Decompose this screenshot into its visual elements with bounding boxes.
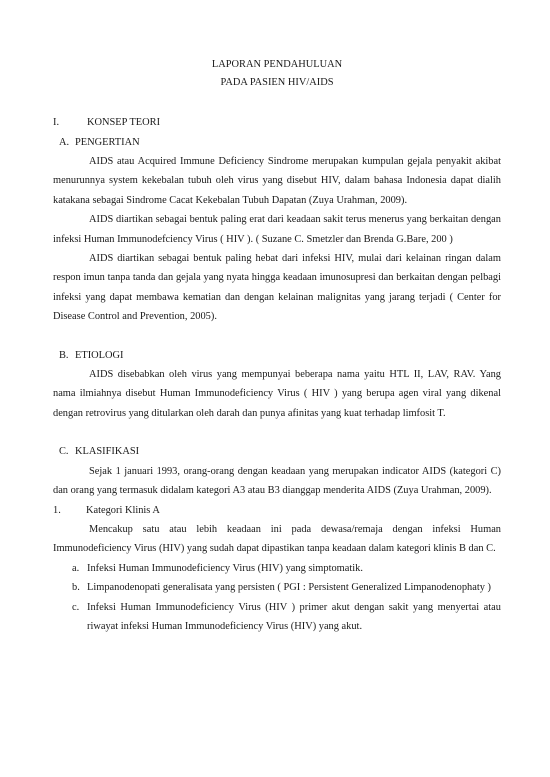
kategori-a-paragraph: Mencakup satu atau lebih keadaan ini pada dewasa/remaja dengan infeksi Human Immunodeficiency Virus (HIV) yang sudah dapat dipastikan tanpa keadaan dalam kategori klinis B dan C.: [53, 523, 501, 555]
section-title: KONSEP TEORI: [87, 117, 161, 129]
document-title-line1: LAPORAN PENDAHULUAN: [211, 59, 343, 70]
list-item-letter: c.: [72, 601, 80, 613]
pengertian-paragraph-1: AIDS atau Acquired Immune Deficiency Sindrome merupakan kumpulan gejala penyakit akibat menurunnya system kekebalan tubuh oleh virus yang disebut HIV, dalam bahasa Indonesia dapat dialih katakana sebagai Sindrome Cacat Kekebalan Tubuh Dapatan (Zuya Urahman, 2009).: [53, 156, 501, 206]
subsection-letter: B.: [59, 349, 69, 361]
subsection-title: KLASIFIKASI: [75, 446, 140, 458]
section-heading-konsep-teori: [53, 113, 501, 132]
subsection-heading-pengertian: [53, 133, 501, 152]
subsection-heading-etiologi: [53, 346, 501, 365]
list-item-text: Infeksi Human Immunodeficiency Virus (HIV ) primer akut dengan sakit yang menyertai atau riwayat infeksi Human Immunodeficiency Virus (HIV) yang akut.: [87, 601, 501, 632]
numbered-item-kategori-a: [53, 501, 501, 520]
list-item-letter: a.: [72, 562, 80, 574]
item-label: Kategori Klinis A: [86, 504, 160, 516]
klasifikasi-paragraph: Sejak 1 januari 1993, orang-orang dengan keadaan yang merupakan indicator AIDS (kategori C) dan orang yang termasuk didalam kategori A3 atau B3 dianggap menderita AIDS (Zuya Urahman, 2009).: [53, 465, 501, 497]
list-item: [53, 598, 501, 637]
list-item: [53, 578, 501, 597]
subsection-letter: C.: [59, 446, 69, 458]
pengertian-paragraph-2: AIDS diartikan sebagai bentuk paling erat dari keadaan sakit terus menerus yang berkaitan dengan infeksi Human Immunodefciency Virus ( HIV ). ( Suzane C. Smetzler dan Brenda G.Bare, 200 ): [53, 214, 501, 245]
subsection-heading-klasifikasi: [53, 442, 501, 461]
list-item-text: Infeksi Human Immunodeficiency Virus (HIV) yang simptomatik.: [87, 562, 363, 574]
list-item-text: Limpanodenopati generalisata yang persisten ( PGI : Persistent Generalized Limpanodenophaty ): [87, 582, 491, 594]
item-number: 1.: [53, 504, 61, 516]
document-title-line2: PADA PASIEN HIV/AIDS: [220, 76, 334, 88]
subsection-title: ETIOLOGI: [75, 349, 124, 361]
etiologi-paragraph: AIDS disebabkan oleh virus yang mempunyai beberapa nama yaitu HTL II, LAV, RAV. Yang nama ilmiahnya disebut Human Immunodeficiency Virus ( HIV ) yang berupa agen viral yang dikenal dengan retrovirus yang ditularkan oleh darah dan punya afinitas yang kuat terhadap limfosit T.: [53, 369, 501, 419]
section-number: I.: [53, 117, 60, 129]
list-item: [53, 559, 501, 578]
list-item-letter: b.: [72, 582, 80, 594]
subsection-letter: A.: [59, 136, 70, 148]
subsection-title: PENGERTIAN: [75, 136, 140, 148]
pengertian-paragraph-3: AIDS diartikan sebagai bentuk paling hebat dari infeksi HIV, mulai dari kelainan ringan dalam respon imun tanpa tanda dan gejala yang nyata hingga keadaan imunosupresi dan berkaitan dengan pelbagi infeksi yang dapat membawa kematian dan dengan kelainan malignitas yang jarang terjadi ( Center for Disease Control and Prevention, 2005).: [53, 253, 501, 323]
